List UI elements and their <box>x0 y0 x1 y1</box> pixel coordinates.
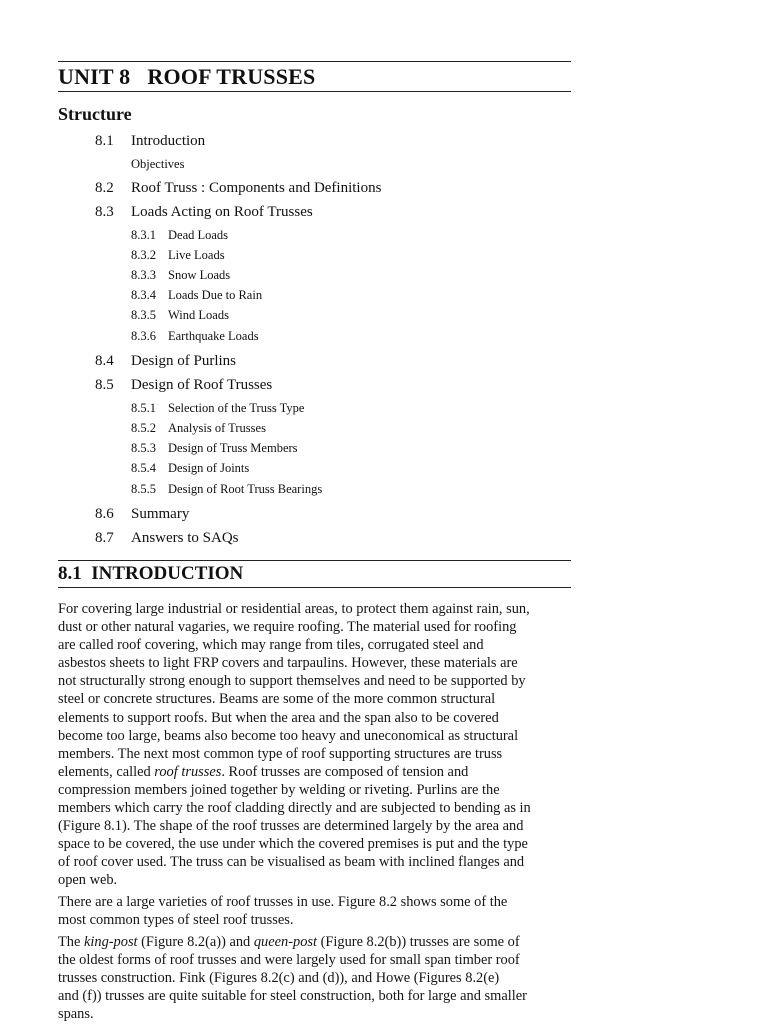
text-line: and (f)) trusses are quite suitable for steel construction, both for large and smaller <box>58 988 527 1005</box>
section-top-rule <box>58 560 571 561</box>
paragraph-1 <box>58 600 574 890</box>
text-line: dust or other natural vagaries, we require roofing. The material used for roofing <box>58 619 517 636</box>
italic-term: king-post <box>83 934 138 950</box>
text-line: members which carry the roof cladding directly and are subjected to bending as in <box>58 800 531 817</box>
text-line: members. The next most common type of roof supporting structures are truss <box>58 745 503 762</box>
text-line: (Figure 8.1). The shape of the roof trusses are determined largely by the area and <box>58 818 524 835</box>
text-line: elements, called roof trusses. Roof trusses are composed of tension and <box>58 763 469 780</box>
text-line: open web. <box>58 872 118 889</box>
text-line: space to be covered, the use under which the covered premises is put and the type <box>58 836 528 853</box>
text-line: asbestos sheets to light FRP covers and tarpaulins. However, these materials are <box>58 655 518 672</box>
toc-objectives: Objectives <box>131 157 185 171</box>
text-line: steel or concrete structures. Beams are some of the more common structural <box>58 691 496 708</box>
text-line: elements to support roofs. But when the area and the span also to be covered <box>58 709 499 726</box>
text-line: are called roof covering, which may range from tiles, corrugated steel and <box>58 637 484 654</box>
unit-title: UNIT 8 ROOF TRUSSES <box>58 64 316 89</box>
title-underline <box>58 91 571 92</box>
paragraph-2 <box>58 893 574 929</box>
section-heading: 8.1 INTRODUCTION <box>58 563 244 584</box>
section-bottom-rule <box>58 587 571 588</box>
text-line: most common types of steel roof trusses. <box>58 912 294 929</box>
italic-term: queen-post <box>253 934 317 950</box>
paragraph-3 <box>58 933 574 1023</box>
text-line: the oldest forms of roof trusses and were largely used for small span timber roof <box>58 952 520 969</box>
text-line: compression members joined together by welding or riveting. Purlins are the <box>58 781 500 798</box>
text-line: The king-post (Figure 8.2(a)) and queen-post (Figure 8.2(b)) trusses are some of <box>58 934 520 950</box>
text-line: become too large, beams also become too heavy and uneconomical as structural <box>58 727 519 744</box>
top-rule <box>58 61 571 62</box>
text-line: of roof cover used. The truss can be visualised as beam with inclined flanges and <box>58 854 525 871</box>
italic-term: roof trusses <box>154 763 222 780</box>
text-line: not structurally strong enough to support themselves and need to be supported by <box>58 673 526 690</box>
text-line: For covering large industrial or residential areas, to protect them against rain, sun, <box>58 601 530 617</box>
text-line: spans. <box>58 1006 94 1023</box>
text-line: trusses construction. Fink (Figures 8.2(c) and (d)), and Howe (Figures 8.2(e) <box>58 970 500 987</box>
structure-heading: Structure <box>58 104 132 124</box>
text-line: There are a large varieties of roof trusses in use. Figure 8.2 shows some of the <box>58 894 508 910</box>
